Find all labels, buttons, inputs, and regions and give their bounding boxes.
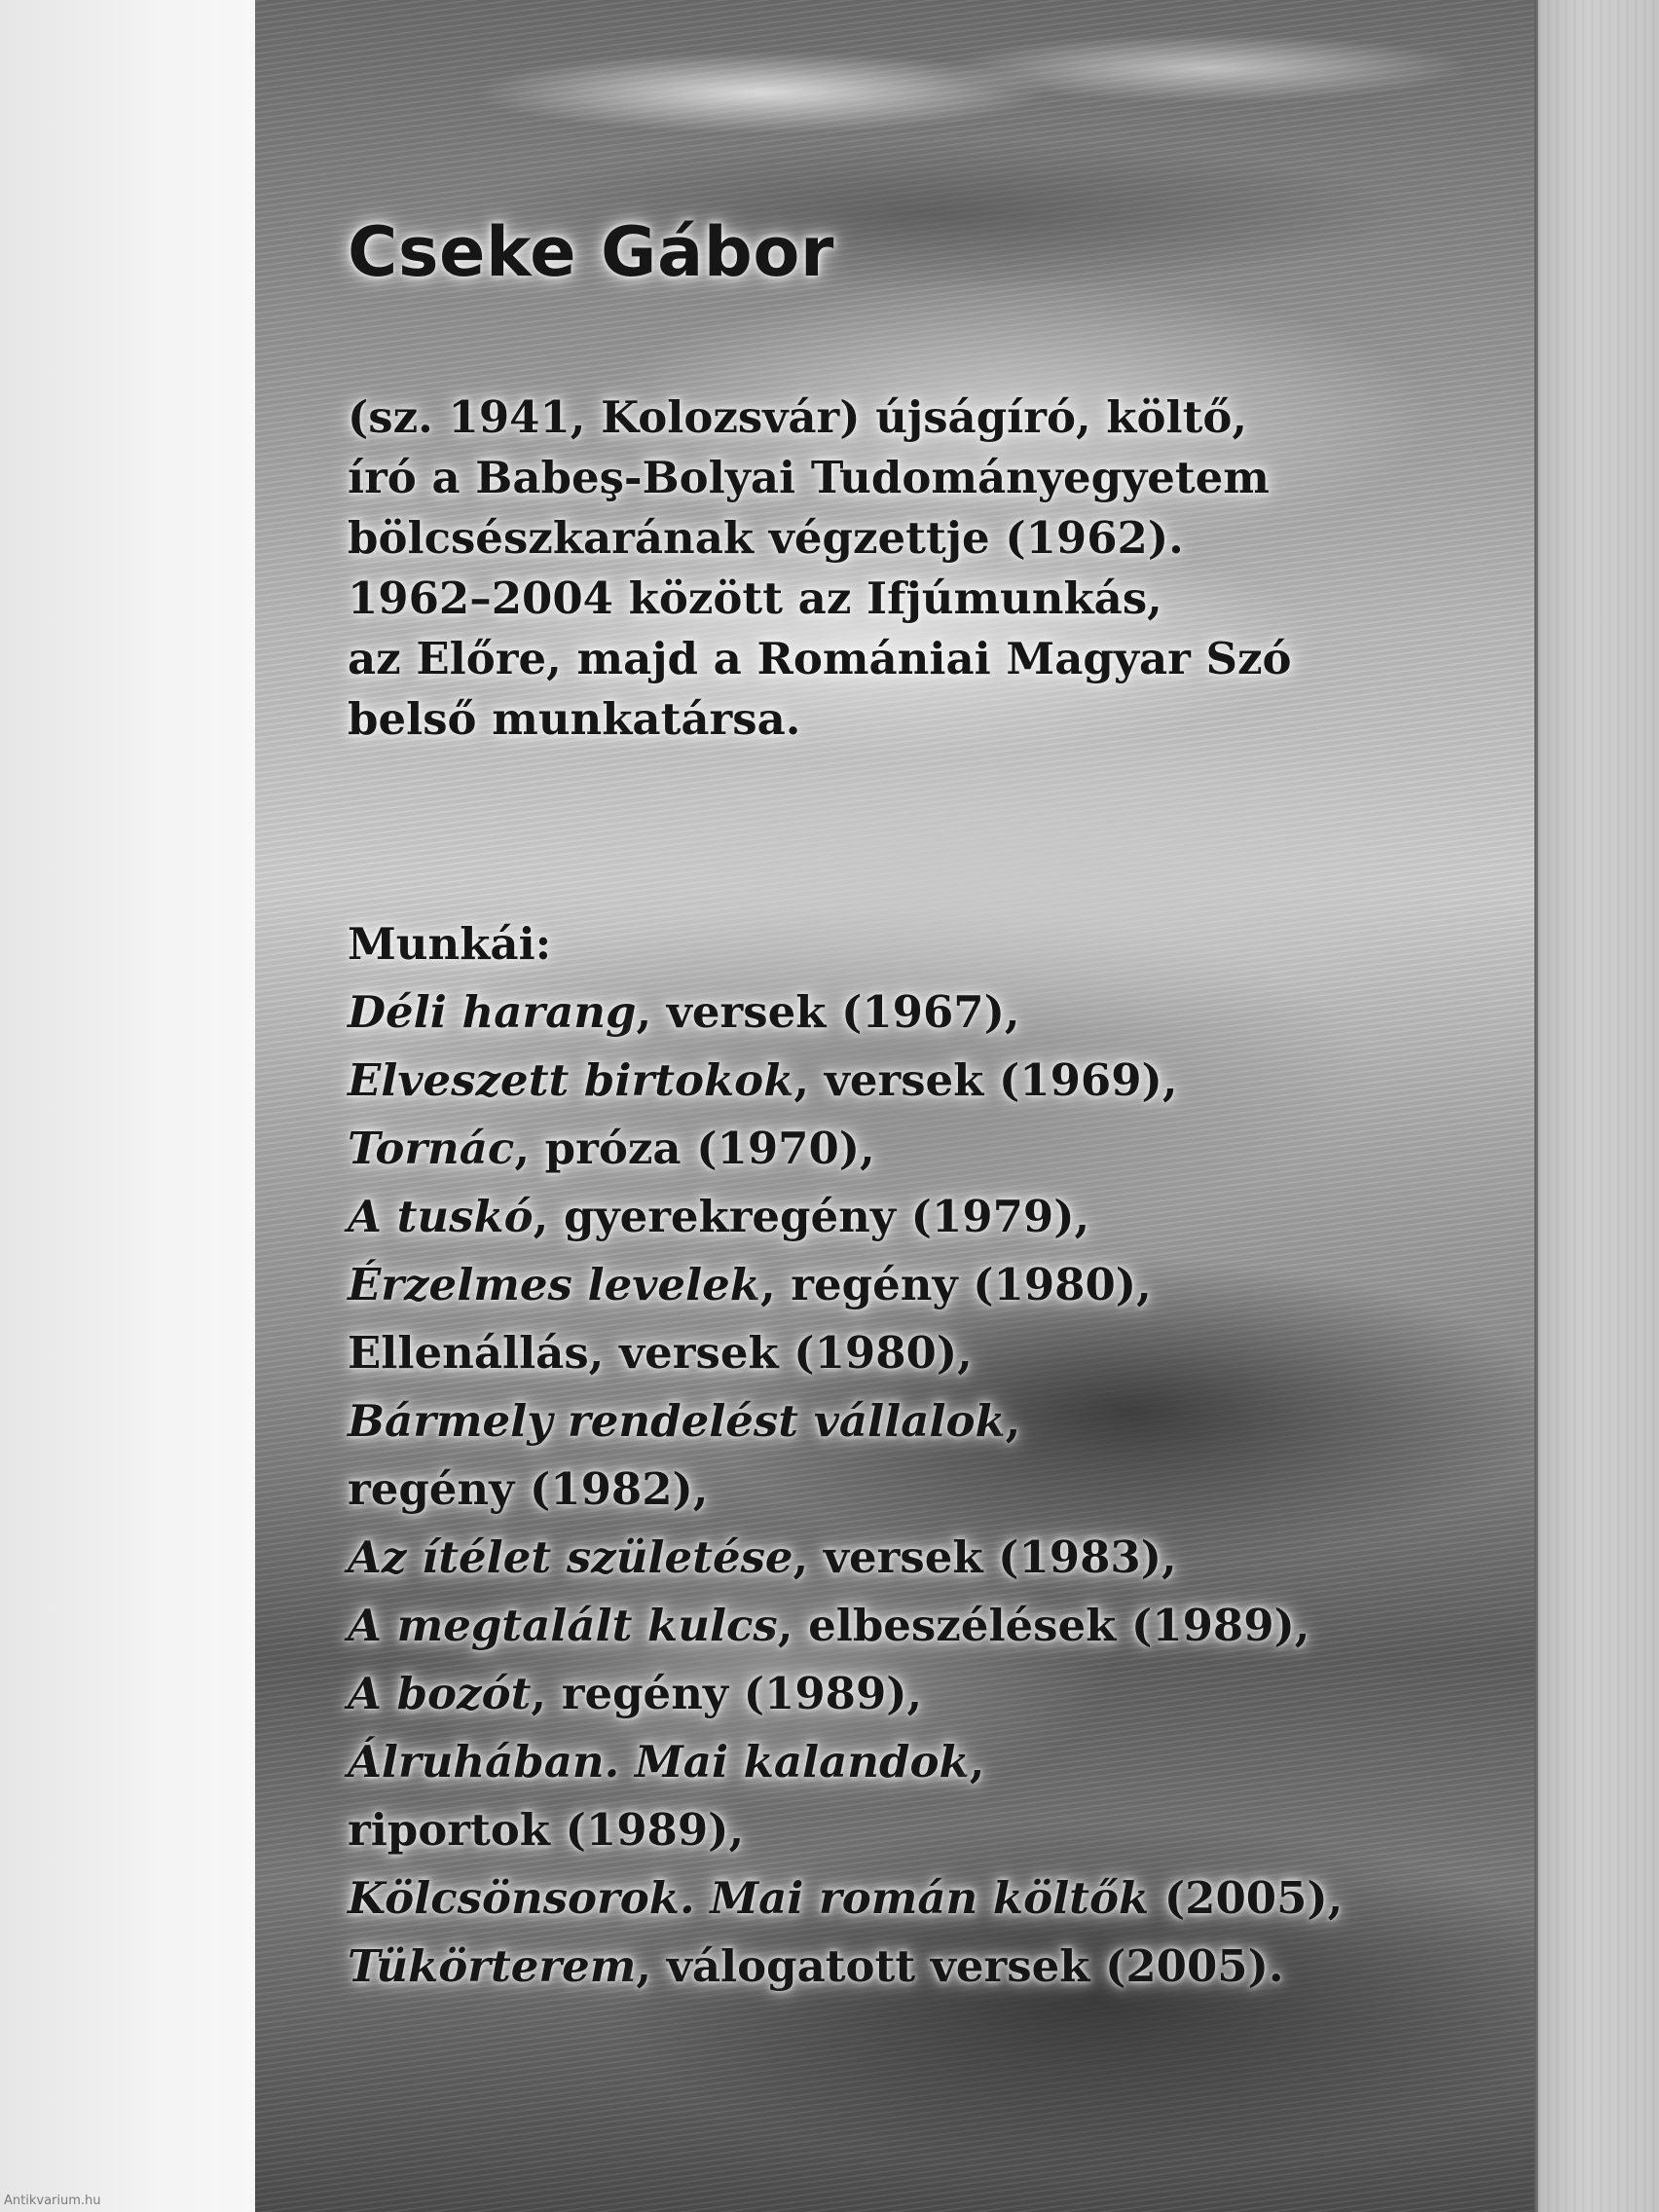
works-list [348, 910, 1496, 2001]
bio-line: (sz. 1941, Kolozsvár) újságíró, költő, [348, 391, 1248, 443]
work-item [348, 1387, 1496, 1456]
work-title: Bármely rendelést vállalok [348, 1395, 1006, 1447]
work-title: Kölcsönsorok. Mai román költők [348, 1872, 1150, 1924]
work-details: (2005), [1149, 1872, 1344, 1924]
bio-line: az Előre, majd a Romániai Magyar Szó [348, 633, 1292, 684]
work-item [348, 1592, 1496, 1660]
work-details: , elbeszélések (1989), [777, 1600, 1310, 1651]
work-item [348, 1796, 1496, 1864]
works-heading: Munkái: [348, 918, 552, 970]
work-item [348, 1660, 1496, 1728]
work-item [348, 1115, 1496, 1183]
work-details: , próza (1970), [514, 1123, 875, 1174]
work-details: Ellenállás, versek (1980), [348, 1327, 973, 1379]
left-page [0, 0, 255, 2212]
work-details: regény (1982), [348, 1463, 709, 1515]
work-title: A tuskó [348, 1191, 534, 1242]
work-item [348, 1319, 1496, 1387]
work-details: riportok (1989), [348, 1804, 745, 1856]
work-title: Elveszett birtokok [348, 1054, 794, 1106]
work-title: A bozót [348, 1668, 532, 1719]
work-title: Érzelmes levelek [348, 1259, 760, 1310]
work-details: , regény (1980), [759, 1259, 1152, 1310]
work-details: , [1005, 1395, 1021, 1447]
work-item [348, 1251, 1496, 1319]
author-name: Cseke Gábor [348, 212, 834, 292]
bio-line: 1962–2004 között az Ifjúmunkás, [348, 572, 1162, 624]
bio-line: író a Babeş-Bolyai Tudományegyetem [348, 452, 1270, 503]
work-title: Déli harang [348, 986, 637, 1038]
right-page [1538, 0, 1659, 2212]
bio-line: bölcsészkarának végzettje (1962). [348, 512, 1184, 564]
work-item [348, 1047, 1496, 1115]
work-item [348, 1933, 1496, 2001]
work-item [348, 1524, 1496, 1592]
work-details: , válogatott versek (2005). [636, 1940, 1284, 1992]
work-item [348, 1183, 1496, 1251]
work-item [348, 978, 1496, 1047]
work-title: A megtalált kulcs [348, 1600, 778, 1651]
bio-line: belső munkatársa. [348, 693, 801, 745]
work-title: Tükörterem [348, 1940, 637, 1992]
work-details: , gyerekregény (1979), [533, 1191, 1090, 1242]
work-title: Az ítélet születése [348, 1531, 793, 1583]
work-details: , versek (1967), [636, 986, 1020, 1038]
biography [348, 387, 1496, 750]
work-details: , [969, 1736, 985, 1788]
work-item [348, 1456, 1496, 1524]
work-item [348, 1864, 1496, 1933]
work-title: Tornác [348, 1123, 515, 1174]
work-details: , versek (1969), [793, 1054, 1178, 1106]
work-item [348, 1728, 1496, 1796]
watermark: Antikvarium.hu [4, 2194, 101, 2208]
work-details: , regény (1989), [531, 1668, 923, 1719]
bookmark-card [255, 0, 1534, 2212]
work-title: Álruhában. Mai kalandok [348, 1736, 970, 1788]
work-details: , versek (1983), [793, 1531, 1177, 1583]
